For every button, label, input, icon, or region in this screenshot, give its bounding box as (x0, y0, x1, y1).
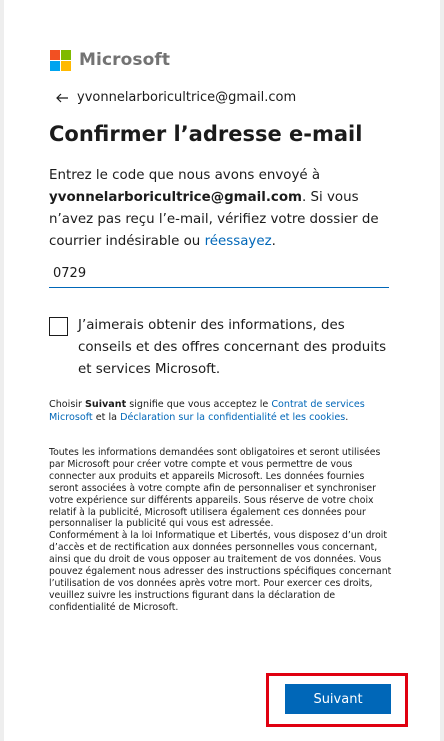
consent-button-word: Suivant (85, 399, 127, 410)
description-middle: . Si vous n’avez pas reçu l’e-mail, vérifiez votre dossier de courrier indésirable ou (49, 190, 379, 249)
marketing-opt-in[interactable] (49, 315, 394, 381)
card-border-left (0, 0, 4, 741)
marketing-checkbox[interactable] (49, 317, 68, 336)
page-title: Confirmer l’adresse e-mail (49, 122, 363, 146)
marketing-checkbox-label[interactable]: J’aimerais obtenir des informations, des conseils et des offres concernant des produits et services Microsoft. (78, 318, 387, 377)
card-border-right (440, 0, 444, 741)
privacy-notice (49, 447, 394, 614)
description-suffix: . (271, 234, 276, 249)
microsoft-logo (50, 50, 170, 71)
consent-suffix: . (345, 412, 349, 423)
privacy-notice-paragraph-2: Conformément à la loi Informatique et Libertés, vous disposez d’un droit d’accès et de rectification aux données personnelles vous concernant, ainsi que du droit de vous opposer au traitement de vos données. Vous pouvez également nous adresser des instructions spécifiques concernant l’utilisation de vos données après votre mort. Pour exercer ces droits, veuillez suivre les instructions figurant dans la déclaration de confidentialité de Microsoft. (49, 530, 392, 613)
description (49, 165, 394, 253)
brand-name: Microsoft (79, 50, 171, 70)
description-email: yvonnelarboricultrice@gmail.com (49, 190, 303, 205)
consent-middle-1: signifie que vous acceptez le (129, 399, 269, 410)
retry-link[interactable]: réessayez (204, 234, 272, 249)
microsoft-logo-icon (50, 50, 71, 71)
consent-prefix: Choisir (49, 399, 82, 410)
consent-middle-2: et la (95, 412, 117, 423)
verification-code-input[interactable] (49, 260, 389, 288)
back-to-email[interactable] (55, 90, 296, 105)
services-agreement-link[interactable]: Contrat de services Microsoft (49, 399, 365, 423)
privacy-statement-link[interactable]: Déclaration sur la confidentialité et les cookies (120, 412, 346, 423)
account-email: yvonnelarboricultrice@gmail.com (77, 90, 297, 105)
privacy-notice-paragraph-1: Toutes les informations demandées sont obligatoires et seront utilisées par Microsoft pour créer votre compte et vous permettre de vous connecter aux produits et appareils Microsoft. Les données fournies seront associées à votre compte afin de personnaliser et synchroniser votre expérience sur différents appareils. Sous réserve de votre choix relatif à la publicité, Microsoft utilisera également ces données pour personnaliser la publicité qui vous est adressée. (49, 447, 381, 530)
back-arrow-icon[interactable] (55, 91, 69, 105)
next-button[interactable]: Suivant (285, 684, 391, 714)
description-prefix: Entrez le code que nous avons envoyé à (49, 168, 321, 183)
consent-text (49, 398, 394, 424)
